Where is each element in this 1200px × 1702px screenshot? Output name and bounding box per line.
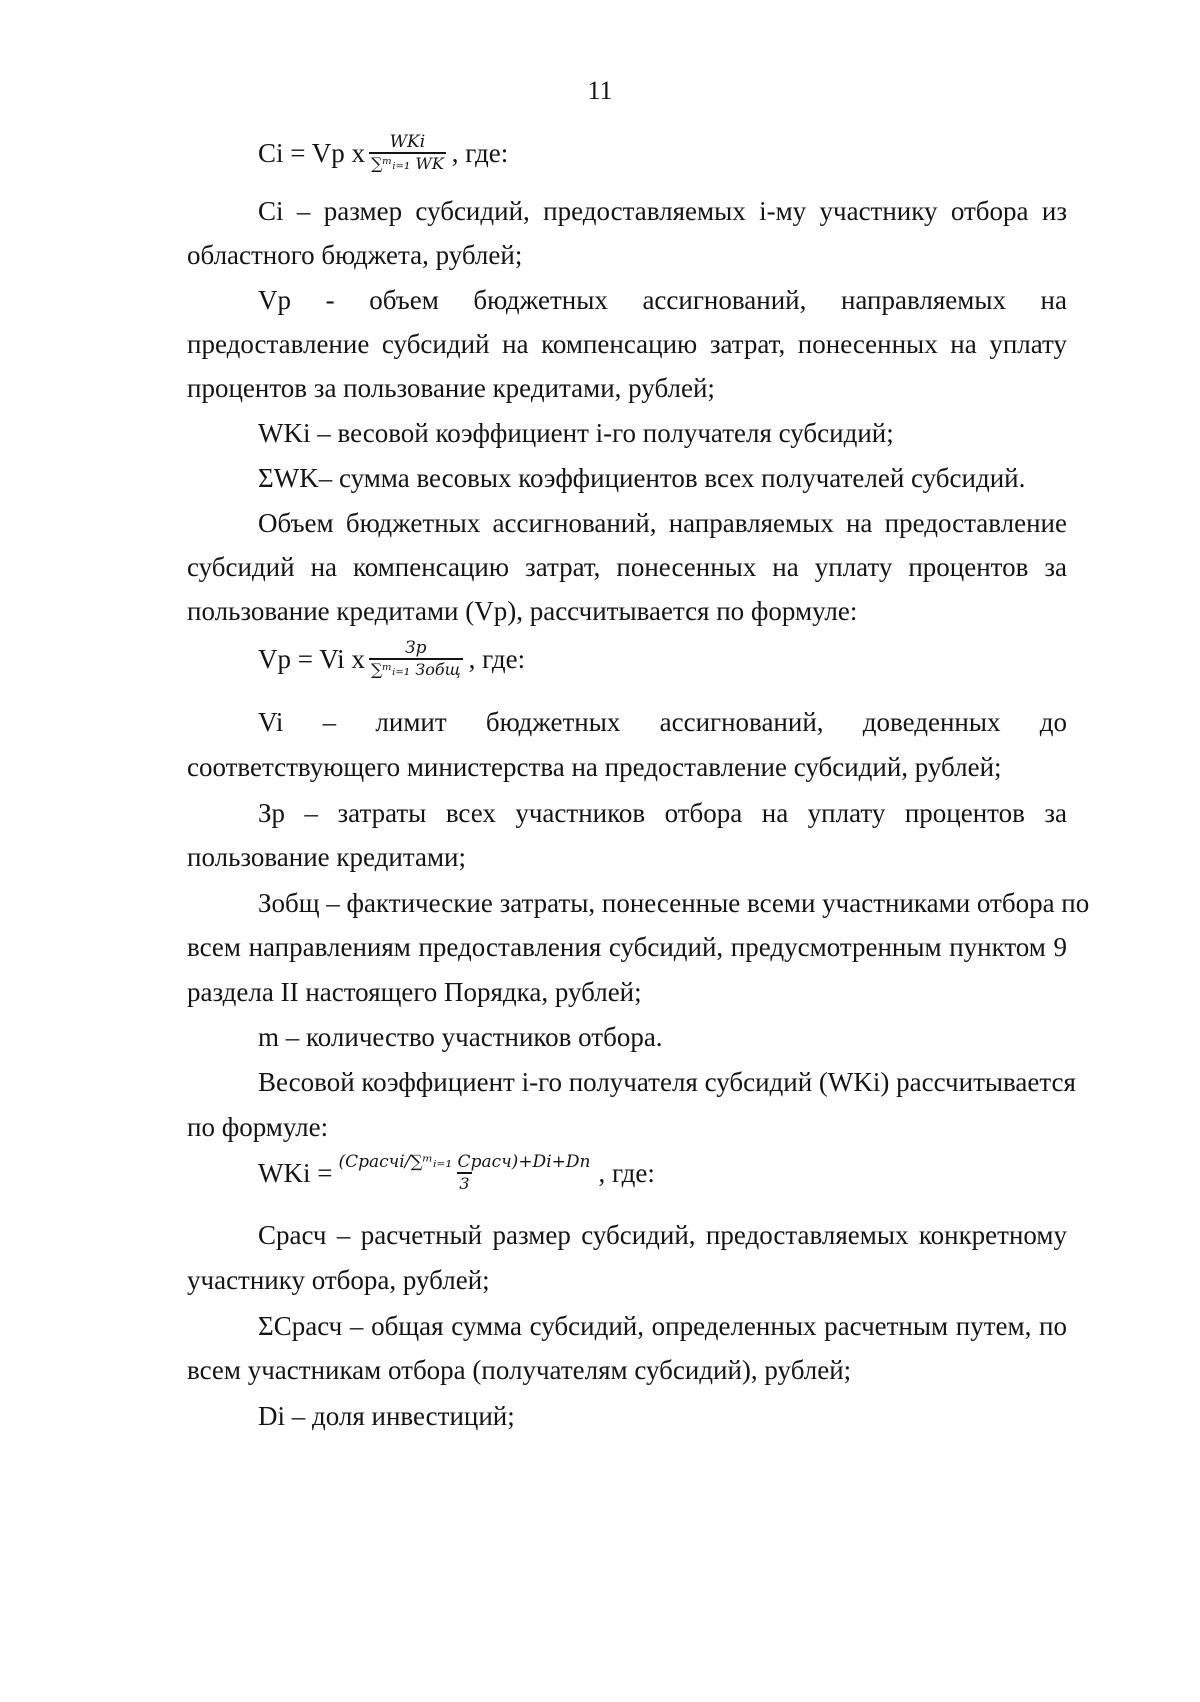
para-m: m – количество участников отбора. bbox=[258, 1022, 663, 1052]
para-zobsh-line-1: Зобщ – фактические затраты, понесенные всеми участниками отбора по bbox=[258, 888, 1090, 918]
para-vp-line-2: предоставление субсидий на компенсацию затрат, понесенных на уплату bbox=[187, 329, 1067, 359]
formula-vp-numerator: Зр bbox=[405, 638, 427, 658]
para-vp-formula-line-1: Объем бюджетных ассигнований, направляемых на предоставление bbox=[258, 508, 1067, 538]
para-wki: WKi – весовой коэффициент i-го получателя субсидий; bbox=[258, 418, 894, 448]
para-vi-line-2: соответствующего министерства на предоставление субсидий, рублей; bbox=[187, 752, 1002, 782]
para-wki-formula-line-2: по формуле: bbox=[187, 1112, 329, 1142]
page-number: 11 bbox=[587, 76, 613, 105]
formula-wki-suffix: , где: bbox=[598, 1157, 655, 1188]
para-vp-formula-line-3: пользование кредитами (Vp), рассчитывается по формуле: bbox=[187, 596, 858, 626]
para-ssrasch-line-1: ΣСрасч – общая сумма субсидий, определенных расчетным путем, по bbox=[258, 1311, 1067, 1341]
para-zobsh-line-3: раздела II настоящего Порядка, рублей; bbox=[187, 977, 642, 1007]
formula-ci-denominator: ∑ᵐᵢ₌₁ WK bbox=[371, 154, 444, 173]
formula-vp bbox=[258, 638, 525, 680]
formula-ci-numerator: WKi bbox=[389, 132, 426, 152]
formula-wki-numerator: (Срасчi/∑ᵐᵢ₌₁ Срасч)+Di+Dn bbox=[338, 1152, 591, 1172]
para-swk: ΣWK– сумма весовых коэффициентов всех получателей субсидий. bbox=[258, 463, 1026, 493]
para-vp-line-3: процентов за пользование кредитами, рублей; bbox=[187, 373, 715, 403]
formula-wki-fraction bbox=[336, 1152, 592, 1194]
para-zr-line-1: Зр – затраты всех участников отбора на уплату процентов за bbox=[258, 798, 1067, 828]
para-di: Di – доля инвестиций; bbox=[258, 1401, 515, 1431]
para-vi-line-1: Vi – лимит бюджетных ассигнований, доведенных до bbox=[258, 707, 1067, 737]
formula-vp-denominator: ∑ᵐᵢ₌₁ Зобщ bbox=[370, 660, 461, 679]
para-wki-formula-line-1: Весовой коэффициент i-го получателя субсидий (WKi) рассчитывается bbox=[258, 1067, 1076, 1097]
formula-vp-fraction bbox=[369, 638, 463, 680]
formula-vp-lhs: Vp = Vi x bbox=[258, 643, 365, 674]
formula-wki bbox=[258, 1152, 655, 1194]
formula-ci-fraction bbox=[369, 132, 446, 174]
para-ci-line-2: областного бюджета, рублей; bbox=[187, 240, 523, 270]
formula-wki-lhs: WKi = bbox=[258, 1157, 333, 1188]
formula-vp-suffix: , где: bbox=[468, 643, 526, 674]
para-zr-line-2: пользование кредитами; bbox=[187, 842, 466, 872]
para-vp-formula-line-2: субсидий на компенсацию затрат, понесенных на уплату процентов за bbox=[187, 552, 1067, 582]
para-vp-line-1: Vp - объем бюджетных ассигнований, направляемых на bbox=[258, 285, 1067, 315]
formula-wki-denominator: 3 bbox=[459, 1174, 470, 1193]
para-zobsh-line-2: всем направлениям предоставления субсидий, предусмотренным пунктом 9 bbox=[187, 932, 1067, 962]
para-srasch-line-2: участнику отбора, рублей; bbox=[187, 1265, 490, 1295]
formula-ci bbox=[258, 132, 508, 174]
para-srasch-line-1: Срасч – расчетный размер субсидий, предоставляемых конкретному bbox=[258, 1220, 1067, 1250]
formula-ci-lhs: Ci = Vp x bbox=[258, 137, 365, 168]
para-ci-line-1: Ci – размер субсидий, предоставляемых i-му участнику отбора из bbox=[258, 196, 1067, 226]
formula-ci-suffix: , где: bbox=[451, 137, 509, 168]
para-ssrasch-line-2: всем участникам отбора (получателям субсидий), рублей; bbox=[187, 1355, 852, 1385]
